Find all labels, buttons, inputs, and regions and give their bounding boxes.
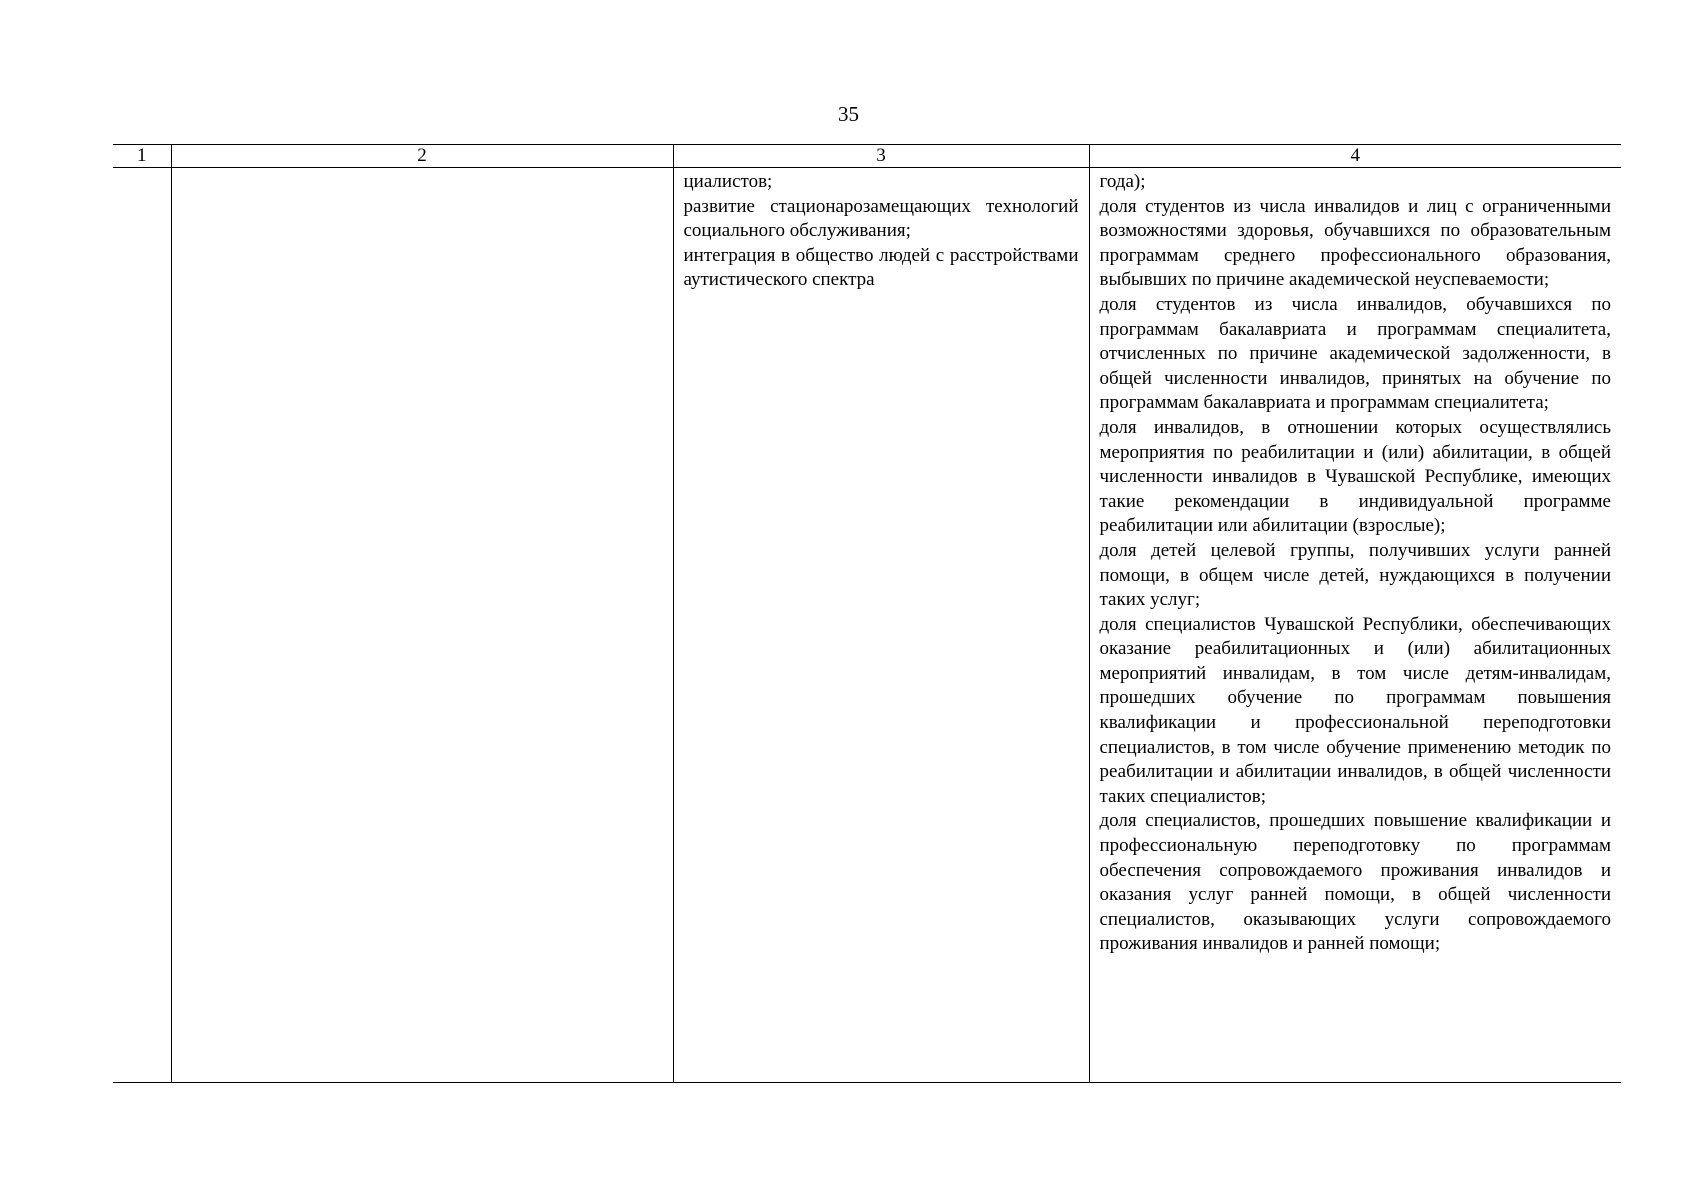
col4-paragraph: доля инвалидов, в отношении которых осуществлялись мероприятия по реабилитации и (или) абилитации, в общей численности инвалидов в Чувашской Республике, имеющих такие рекомендации в индивидуальной программе реабилитации или абилитации (взрослые);	[1099, 416, 1611, 537]
cell-col4	[1089, 168, 1621, 1083]
header-row	[113, 145, 1621, 168]
col3-paragraph: развитие стационарозамещающих технологий социального обслуживания;	[683, 195, 1079, 242]
program-table	[113, 144, 1621, 1083]
col3-paragraph: циалистов;	[683, 171, 773, 192]
column-header-3: 3	[673, 145, 1089, 168]
col4-paragraph: доля студентов из числа инвалидов, обучавшихся по программам бакалавриата и программам специалитета, отчисленных по причине академической задолженности, в общей численности инвалидов, принятых на обучение по программам бакалавриата и программам специалитета;	[1099, 293, 1611, 414]
table-row	[113, 168, 1621, 1083]
cell-col1	[113, 168, 171, 1083]
cell-col3	[673, 168, 1089, 1083]
col4-paragraph: доля студентов из числа инвалидов и лиц с ограниченными возможностями здоровья, обучавшихся по образовательным программам среднего профессионального образования, выбывших по причине академической неуспеваемости;	[1099, 195, 1611, 291]
cell-col2	[171, 168, 673, 1083]
table-header	[113, 145, 1621, 168]
column-header-4: 4	[1089, 145, 1621, 168]
page-number: 35	[838, 102, 859, 126]
col4-paragraph: доля специалистов, прошедших повышение квалификации и профессиональную переподготовку по программам обеспечения сопровождаемого проживания инвалидов и оказания услуг ранней помощи, в общей численности специалистов, оказывающих услуги сопровождаемого проживания инвалидов и ранней помощи;	[1099, 810, 1611, 955]
col4-paragraph: доля специалистов Чувашской Республики, обеспечивающих оказание реабилитационных и (или) абилитационных мероприятий инвалидам, в том числе детям-инвалидам, прошедших обучение по программам повышения квалификации и профессиональной переподготовки специалистов, в том числе обучение применению методик по реабилитации и абилитации инвалидов, в общей численности таких специалистов;	[1099, 613, 1611, 807]
column-header-1: 1	[113, 145, 171, 168]
table-body	[113, 168, 1621, 1083]
column-header-2: 2	[171, 145, 673, 168]
col3-paragraph: интеграция в общество людей с расстройствами аутистического спектра	[683, 244, 1079, 291]
col4-paragraph: года);	[1099, 171, 1146, 192]
col4-paragraph: доля детей целевой группы, получивших услуги ранней помощи, в общем числе детей, нуждающихся в получении таких услуг;	[1099, 539, 1611, 611]
